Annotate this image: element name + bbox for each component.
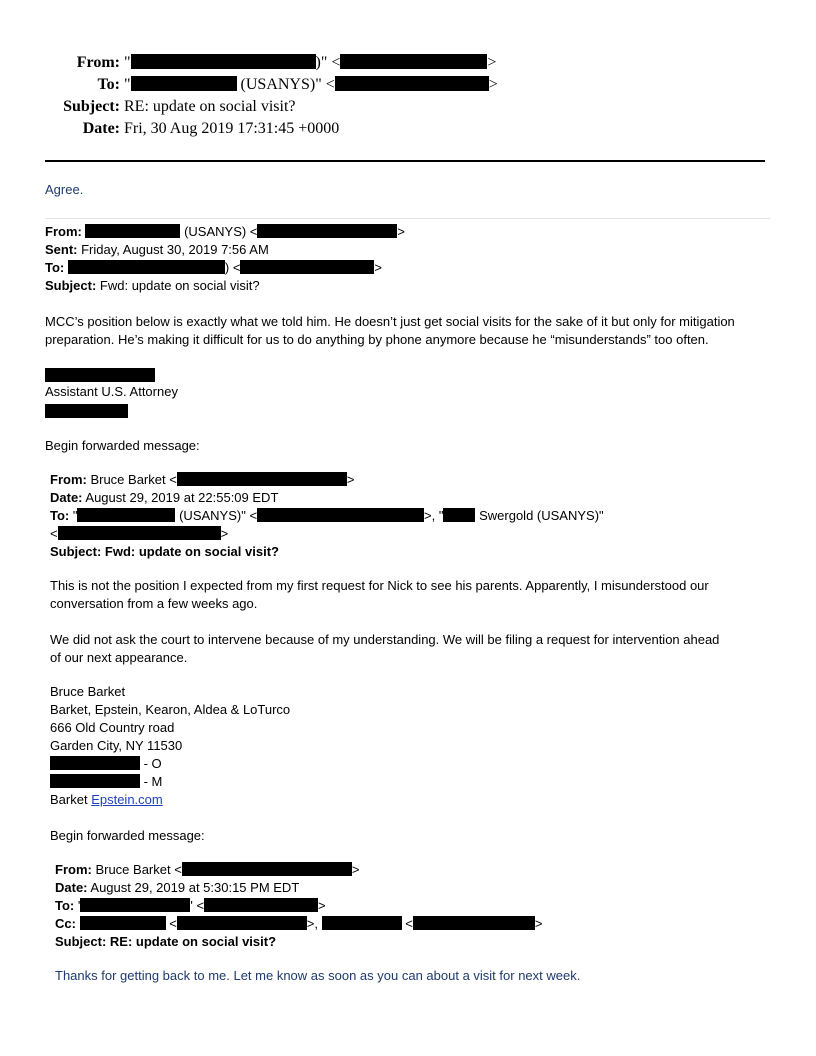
fwd2-para1-line-2: conversation from a few weeks ago.: [50, 596, 258, 611]
fwd2-signature-address-2: Garden City, NY 11530: [50, 738, 183, 753]
fwd2-para1-line-1: This is not the position I expected from my first request for Nick to see his parents. Apparently, I misunderstood our: [50, 578, 709, 593]
fwd1-from-separator: (USANYS) <: [180, 224, 258, 239]
fwd2-signature-phone-office: [50, 756, 162, 771]
redaction-box: [257, 224, 397, 238]
fwd3-subject-label: Subject: RE: update on social visit?: [55, 934, 277, 949]
header-to-separator: (USANYS)" <: [236, 76, 335, 93]
fwd3-to-open: ': [74, 898, 81, 913]
header-from-label: From:: [76, 54, 120, 71]
fwd2-to-label: To:: [50, 508, 70, 523]
fwd1-subject-value: Fwd: update on social visit?: [96, 278, 260, 293]
redaction-box: [413, 916, 535, 930]
fwd1-to-row: [45, 260, 382, 275]
fwd3-from-row: [55, 862, 359, 877]
fwd1-subject-row: [45, 278, 260, 293]
header-from-separator: )" <: [315, 54, 341, 71]
fwd2-para2-line-1: We did not ask the court to intervene because of my understanding. We will be filing a request for intervention ahead: [50, 632, 720, 647]
fwd1-sent-label: Sent:: [45, 242, 78, 257]
redaction-box: [204, 898, 318, 912]
fwd2-from-label: From:: [50, 472, 87, 487]
fwd3-cc-separator-2: >,: [306, 916, 322, 931]
fwd2-signature-phone-mobile: [50, 774, 162, 789]
fwd1-sent-row: [45, 242, 269, 257]
fwd2-to-line2-open: <: [50, 526, 58, 541]
fwd2-to-row: [50, 508, 604, 523]
fwd3-subject-row: [55, 934, 276, 949]
redaction-box: [77, 508, 175, 522]
redaction-box: [240, 260, 374, 274]
header-date-row: [60, 120, 339, 138]
fwd1-to-label: To:: [45, 260, 65, 275]
fwd3-cc-close: >: [534, 916, 543, 931]
fwd3-from-close: >: [351, 862, 360, 877]
header-subject-label: Subject:: [63, 98, 120, 115]
fwd2-to-row-continued: [50, 526, 228, 541]
header-subject-row: [60, 98, 296, 116]
redaction-box: [50, 774, 140, 788]
fwd2-to-separator: (USANYS)" <: [175, 508, 258, 523]
fwd2-signature-web: [50, 792, 163, 807]
fwd3-cc-separator-3: <: [401, 916, 413, 931]
header-to-open-quote: ": [124, 76, 131, 93]
fwd2-signature-firm: Barket, Epstein, Kearon, Aldea & LoTurco: [50, 702, 291, 717]
redaction-box: [257, 508, 424, 522]
redaction-box: [50, 756, 140, 770]
redaction-box: [85, 224, 180, 238]
header-divider: [45, 160, 765, 162]
fwd2-to-open: ": [69, 508, 78, 523]
fwd2-date-value: August 29, 2019 at 22:55:09 EDT: [82, 490, 279, 505]
header-date-label: Date:: [82, 120, 120, 137]
header-to-label: To:: [97, 76, 120, 93]
fwd2-from-close: >: [346, 472, 355, 487]
redaction-box: [177, 916, 307, 930]
fwd3-to-close: >: [318, 898, 326, 913]
redaction-box: [340, 54, 487, 69]
fwd3-from-value: Bruce Barket <: [91, 862, 182, 877]
redaction-box: [68, 260, 225, 274]
fwd2-web-prefix: Barket: [50, 792, 92, 807]
fwd2-date-label: Date:: [50, 490, 83, 505]
fwd2-to-separator-2: >, ": [424, 508, 444, 523]
fwd2-from-row: [50, 472, 354, 487]
fwd3-cc-row: [55, 916, 542, 931]
website-link[interactable]: Epstein.com: [91, 792, 163, 807]
redaction-box: [131, 76, 237, 91]
fwd1-begin-forwarded: Begin forwarded message:: [45, 438, 200, 453]
redaction-box: [322, 916, 402, 930]
redaction-box: [58, 526, 221, 540]
fwd1-body-line-1: MCC’s position below is exactly what we told him. He doesn’t just get social visits for the sake of it but only for mitigation: [45, 314, 735, 329]
fwd1-from-close: >: [397, 224, 405, 239]
fwd2-signature-address-1: 666 Old Country road: [50, 720, 175, 735]
header-to-close: >: [488, 76, 498, 93]
signature-contact-redaction: [45, 404, 128, 418]
header-from-close: >: [487, 54, 497, 71]
fwd1-to-separator: ) <: [224, 260, 241, 275]
fwd3-date-value: August 29, 2019 at 5:30:15 PM EDT: [87, 880, 300, 895]
fwd3-body: Thanks for getting back to me. Let me know as soon as you can about a visit for next week.: [55, 968, 581, 983]
fwd2-begin-forwarded: Begin forwarded message:: [50, 828, 205, 843]
fwd2-signature-name: Bruce Barket: [50, 684, 126, 699]
fwd2-to-line2-close: >: [220, 526, 229, 541]
fwd2-subject-row: [50, 544, 279, 559]
fwd1-subject-label: Subject:: [45, 278, 97, 293]
redaction-box: [443, 508, 475, 522]
fwd2-to-tail: Swergold (USANYS)": [475, 508, 604, 523]
fwd2-date-row: [50, 490, 278, 505]
fwd2-phone-o-label: - O: [140, 756, 162, 771]
fwd3-date-row: [55, 880, 299, 895]
fwd3-cc-label: Cc:: [55, 916, 76, 931]
fwd1-sent-value: Friday, August 30, 2019 7:56 AM: [77, 242, 269, 257]
fwd2-subject-label: Subject: Fwd: update on social visit?: [50, 544, 279, 559]
fwd1-signature-title: Assistant U.S. Attorney: [45, 384, 178, 399]
reply-divider: [45, 218, 770, 219]
fwd3-to-label: To:: [55, 898, 75, 913]
fwd1-body-line-2: preparation. He’s making it difficult for us to do anything by phone anymore because he “misunderstands” too often.: [45, 332, 709, 347]
redaction-box: [131, 54, 316, 69]
fwd3-to-separator: ' <: [190, 898, 205, 913]
header-to-row: [60, 76, 498, 94]
fwd2-from-value: Bruce Barket <: [86, 472, 177, 487]
header-from-open-quote: ": [124, 54, 131, 71]
redaction-box: [335, 76, 489, 91]
redaction-box: [177, 472, 347, 486]
fwd1-from-row: [45, 224, 405, 239]
header-date-value: Fri, 30 Aug 2019 17:31:45 +0000: [124, 120, 340, 137]
fwd3-cc-separator-1: <: [165, 916, 177, 931]
fwd3-date-label: Date:: [55, 880, 88, 895]
fwd2-para2-line-2: of our next appearance.: [50, 650, 188, 665]
fwd3-from-label: From:: [55, 862, 92, 877]
redaction-box: [80, 916, 166, 930]
redaction-box: [80, 898, 190, 912]
fwd1-to-close: >: [374, 260, 383, 275]
reply-text: Agree.: [45, 182, 84, 197]
signature-name-redaction: [45, 368, 155, 382]
redaction-box: [182, 862, 352, 876]
fwd2-phone-m-label: - M: [140, 774, 163, 789]
fwd3-to-row: [55, 898, 326, 913]
header-from-row: [60, 54, 496, 72]
header-subject-value: RE: update on social visit?: [124, 98, 296, 115]
fwd1-from-label: From:: [45, 224, 82, 239]
